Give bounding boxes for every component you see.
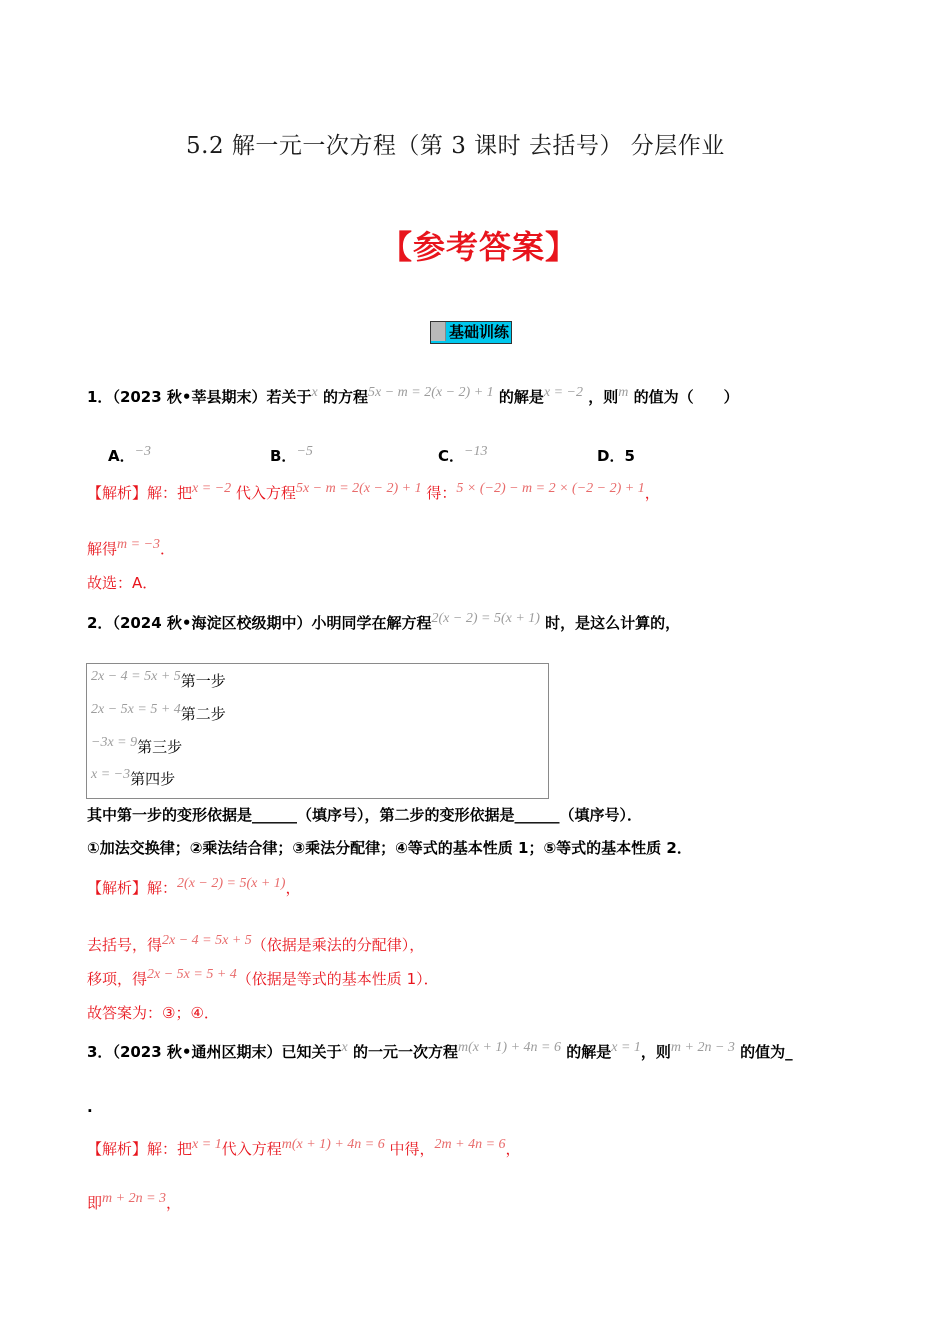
analysis-math: x = −2 — [192, 481, 232, 496]
analysis-text: ， — [285, 879, 301, 897]
analysis-text: 得： — [426, 484, 457, 502]
q1-equation: 5x − m = 2(x − 2) + 1 — [367, 385, 494, 400]
analysis-text: 中得， — [389, 1140, 435, 1158]
q3-text: 已知关于 — [281, 1043, 342, 1061]
analysis-math: 5 × (−2) − m = 2 × (−2 − 2) + 1 — [456, 481, 645, 496]
analysis-math: 5x − m = 2(x − 2) + 1 — [295, 481, 422, 496]
step-label: 第二步 — [180, 705, 226, 723]
q3-text: 的解是 — [566, 1043, 612, 1061]
q2-number: 2． — [87, 614, 113, 632]
step-label: 第四步 — [130, 770, 176, 788]
step-1 — [91, 670, 226, 691]
q1-math-x: x — [311, 385, 318, 400]
analysis-text: 解得 — [87, 540, 118, 558]
option-value: −3 — [134, 444, 152, 459]
analysis-math: 2m + 4n = 6 — [434, 1137, 506, 1152]
answer-key-heading: 【参考答案】 — [380, 228, 579, 266]
analysis-text: 即 — [87, 1194, 103, 1212]
analysis-text: 去括号，得 — [87, 936, 163, 954]
q1-solution: x = −2 — [543, 385, 583, 400]
q1-analysis — [87, 482, 660, 503]
step-label: 第一步 — [180, 672, 226, 690]
analysis-text: 移项，得 — [87, 970, 148, 988]
option-value: −5 — [296, 444, 313, 459]
q3-source: （2023 秋•通州区期末） — [112, 1043, 282, 1061]
analysis-math: x = 1 — [192, 1137, 222, 1152]
option-label: A． — [108, 447, 135, 465]
analysis-tag: 【解析】 — [87, 484, 148, 502]
q2-choices: ①加法交换律；②乘法结合律；③乘法分配律；④等式的基本性质 1；⑤等式的基本性质 2． — [87, 839, 692, 857]
q2-question: 其中第一步的变形依据是______（填序号），第二步的变形依据是______（填序号）． — [87, 806, 643, 824]
analysis-math: m + 2n = 3 — [102, 1191, 167, 1206]
step-math: 2x − 5x = 5 + 4 — [91, 702, 181, 717]
q2-answer: 故答案为：③；④． — [87, 1004, 219, 1022]
step-math: x = −3 — [91, 767, 131, 782]
q1-text: 若关于 — [266, 388, 312, 406]
step-2 — [91, 703, 226, 724]
analysis-text: 代入方程 — [235, 484, 296, 502]
q3-expression: m + 2n − 3 — [670, 1040, 735, 1055]
analysis-text: ， — [644, 484, 660, 502]
analysis-math: 2(x − 2) = 5(x + 1) — [177, 876, 286, 891]
step-3 — [91, 736, 182, 757]
option-b[interactable] — [270, 445, 313, 466]
option-value: 5 — [624, 447, 635, 465]
option-value: −13 — [464, 444, 488, 459]
section-badge — [430, 321, 512, 344]
q1-text: 的方程 — [322, 388, 368, 406]
analysis-text: ， — [166, 1194, 182, 1212]
q1-source: （2023 秋•莘县期末） — [112, 388, 267, 406]
option-label: B． — [270, 447, 297, 465]
q1-solve-line — [87, 538, 175, 559]
analysis-tag: 【解析】 — [87, 1140, 148, 1158]
q1-text: ，则 — [588, 388, 619, 406]
analysis-math: m(x + 1) + 4n = 6 — [281, 1137, 385, 1152]
step-math: 2x − 4 = 5x + 5 — [91, 669, 181, 684]
q2-equation: 2(x − 2) = 5(x + 1) — [431, 611, 540, 626]
q3-analysis-line-2 — [87, 1192, 181, 1213]
step-4 — [91, 768, 175, 789]
q3-solution: x = 1 — [611, 1040, 641, 1055]
page-title: 5.2 解一元一次方程（第 3 课时 去括号） 分层作业 — [186, 133, 725, 159]
q1-text: 的值为（ ） — [633, 388, 739, 406]
analysis-math: m = −3 — [117, 537, 161, 552]
step-label: 第三步 — [137, 738, 183, 756]
question-1 — [87, 386, 739, 407]
q2-source: （2024 秋•海淀区校级期中） — [112, 614, 312, 632]
analysis-text: （依据是乘法的分配律）， — [251, 936, 425, 954]
analysis-text: 解：把 — [147, 1140, 193, 1158]
badge-marker — [431, 322, 446, 341]
analysis-text: 代入方程 — [221, 1140, 282, 1158]
q3-math-x: x — [341, 1040, 348, 1055]
q2-text: 小明同学在解方程 — [311, 614, 432, 632]
analysis-text: （依据是等式的基本性质 1）． — [236, 970, 439, 988]
analysis-text: 解：把 — [147, 484, 193, 502]
question-2 — [87, 612, 680, 633]
q2-analysis — [87, 877, 300, 898]
q2-text: 时，是这么计算的， — [545, 614, 681, 632]
question-3 — [87, 1041, 793, 1062]
option-c[interactable] — [438, 445, 487, 466]
q3-text: 的值为_ — [740, 1043, 793, 1061]
q1-number: 1． — [87, 388, 113, 406]
q3-analysis — [87, 1138, 521, 1159]
option-label: D． — [597, 447, 625, 465]
analysis-text: 解： — [147, 879, 178, 897]
option-label: C． — [438, 447, 465, 465]
analysis-math: 2x − 4 = 5x + 5 — [162, 933, 252, 948]
option-a[interactable] — [108, 445, 151, 466]
section-label: 基础训练 — [449, 323, 510, 341]
step-math: −3x = 9 — [91, 735, 138, 750]
q1-math-m: m — [618, 385, 629, 400]
analysis-text: ， — [505, 1140, 521, 1158]
q3-blank-end: . — [87, 1098, 93, 1116]
q3-text: 的一元一次方程 — [352, 1043, 458, 1061]
q1-text: 的解是 — [498, 388, 544, 406]
q1-choice: 故选：A． — [87, 574, 158, 592]
q3-text: ，则 — [640, 1043, 671, 1061]
steps-box — [86, 663, 549, 799]
q3-number: 3． — [87, 1043, 113, 1061]
analysis-math: 2x − 5x = 5 + 4 — [147, 967, 237, 982]
q2-analysis-line-3 — [87, 968, 439, 989]
q3-equation: m(x + 1) + 4n = 6 — [457, 1040, 561, 1055]
q2-analysis-line-2 — [87, 934, 424, 955]
analysis-tag: 【解析】 — [87, 879, 148, 897]
analysis-text: ． — [160, 540, 176, 558]
option-d[interactable] — [597, 445, 635, 466]
